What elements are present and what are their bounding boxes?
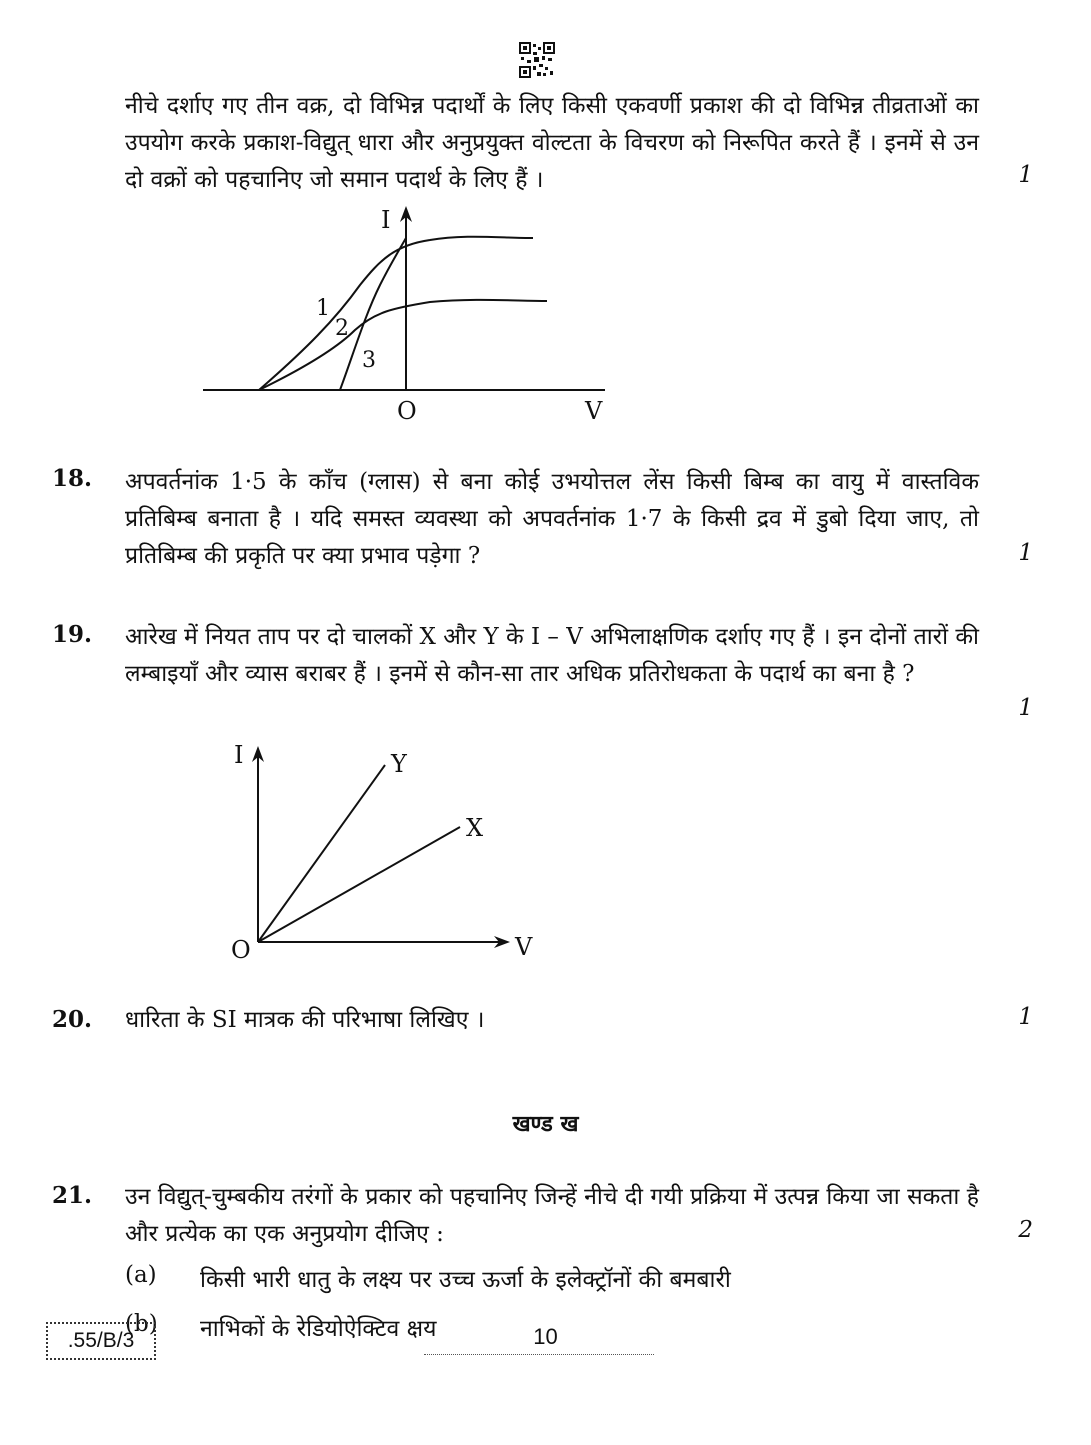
qr-code-icon [519,42,555,78]
question-21-text: उन विद्युत्-चुम्बकीय तरंगों के प्रकार को पहचानिए जिन्हें नीचे दी गयी प्रक्रिया में उत्पन्न किया जा सकता है और प्रत्येक का एक अनुप्रयोग दीजिए : [125,1184,979,1247]
line-x [258,827,460,942]
x-axis-label: V [515,933,533,961]
option-b-text: नाभिकों के रेडियोऐक्टिव क्षय [200,1316,437,1342]
origin-label: O [231,936,251,964]
origin-label: O [397,397,417,425]
iv-characteristics-figure [225,735,545,965]
line-x-label: X [466,814,484,842]
option-a-label: (a) [125,1262,157,1288]
curve-3-label: 3 [362,348,376,373]
question-21-number: 21. [52,1182,93,1209]
photoelectric-curves-figure [195,200,625,430]
question-19-number: 19. [52,621,93,648]
question-21-marks: 2 [1018,1217,1033,1243]
line-y [258,765,385,942]
section-heading: खण्ड ख [512,1111,579,1137]
option-b-label: (b) [125,1311,158,1337]
option-a-text: किसी भारी धातु के लक्ष्य पर उच्च ऊर्जा के इलेक्ट्रॉनों की बमबारी [200,1267,731,1293]
page-number: 10 [533,1324,558,1349]
x-axis-label: V [585,397,603,425]
question-20-number: 20. [52,1006,93,1033]
question-18-number: 18. [52,465,93,492]
question-17-marks: 1 [1018,162,1033,188]
question-18-text: अपवर्तनांक 1·5 के काँच (ग्लास) से बना कोई उभयोत्तल लेंस किसी बिम्ब का वायु में वास्तविक प्रतिबिम्ब बनाता है । यदि समस्त व्यवस्था को अपवर्तनांक 1·7 के किसी द्रव में डुबो दिया जाए, तो प्रतिबिम्ब की प्रकृति पर क्या प्रभाव पड़ेगा ? [125,469,979,569]
curve-1 [259,237,533,390]
question-19-marks: 1 [1018,695,1033,721]
curve-2-label: 2 [335,316,349,341]
footer-rule [424,1354,654,1355]
curve-2 [259,300,547,390]
question-17-text: नीचे दर्शाए गए तीन वक्र, दो विभिन्न पदार्थों के लिए किसी एकवर्णी प्रकाश की दो विभिन्न तीव्रताओं का उपयोग करके प्रकाश-विद्युत् धारा और अनुप्रयुक्त वोल्टता के विचरण को निरूपित करते हैं । इनमें से उन दो वक्रों को पहचानिए जो समान पदार्थ के लिए हैं । [125,93,979,193]
line-y-label: Y [391,750,407,778]
question-20-text: धारिता के SI मात्रक की परिभाषा लिखिए । [125,1007,485,1033]
question-19-text: आरेख में नियत ताप पर दो चालकों X और Y के I – V अभिलाक्षणिक दर्शाए गए हैं । इन दोनों तारों की लम्बाइयाँ और व्यास बराबर हैं । इनमें से कौन-सा तार अधिक प्रतिरोधकता के पदार्थ का बना है ? [125,624,979,687]
question-20-marks: 1 [1018,1004,1033,1030]
y-axis-label: I [234,741,244,769]
question-18-marks: 1 [1018,540,1033,566]
curve-1-label: 1 [316,296,330,321]
y-axis-label: I [381,206,391,234]
paper-code: .55/B/3 [46,1322,156,1360]
